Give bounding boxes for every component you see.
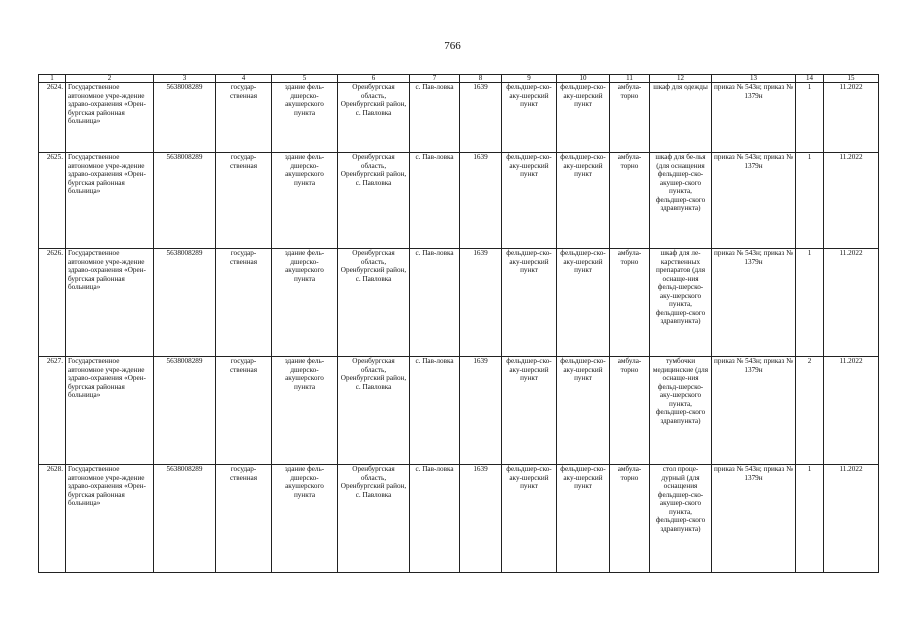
care-type-cell: амбула-торно: [610, 83, 650, 153]
quantity-cell: 2: [796, 357, 824, 465]
address-cell: Оренбургская область, Оренбургский район, с. Павловка: [338, 83, 410, 153]
date-cell: 11.2022: [824, 153, 879, 249]
organization-cell: Государственное автономное учре-ждение здраво-охранения «Орен-бургская районная больница»: [66, 153, 154, 249]
unit-cell: фельдшер-ско-аку-шерский пункт: [502, 249, 557, 357]
date-cell: 11.2022: [824, 83, 879, 153]
village-cell: с. Пав-ловка: [410, 249, 460, 357]
quantity-cell: 1: [796, 465, 824, 573]
code-cell: 1639: [460, 465, 502, 573]
unit-cell-2: фельдшер-ско-аку-шерский пункт: [557, 357, 610, 465]
care-type-cell: амбула-торно: [610, 357, 650, 465]
order-cell: приказ № 543н; приказ № 1379н: [712, 249, 796, 357]
organization-cell: Государственное автономное учре-ждение здраво-охранения «Орен-бургская районная больница»: [66, 83, 154, 153]
unit-cell: фельдшер-ско-аку-шерский пункт: [502, 153, 557, 249]
inn-cell: 5638008289: [154, 249, 216, 357]
building-cell: здание фель-дшерско-акушерского пункта: [272, 83, 338, 153]
column-number: 13: [712, 75, 796, 83]
column-number: 15: [824, 75, 879, 83]
unit-cell: фельдшер-ско-аку-шерский пункт: [502, 357, 557, 465]
column-number: 14: [796, 75, 824, 83]
quantity-cell: 1: [796, 249, 824, 357]
column-number: 5: [272, 75, 338, 83]
row-number: 2628.: [39, 465, 66, 573]
column-number: 1: [39, 75, 66, 83]
inn-cell: 5638008289: [154, 465, 216, 573]
code-cell: 1639: [460, 357, 502, 465]
page-number: 766: [444, 40, 461, 52]
care-type-cell: амбула-торно: [610, 153, 650, 249]
row-number: 2624.: [39, 83, 66, 153]
ownership-cell: государ-ственная: [216, 153, 272, 249]
unit-cell-2: фельдшер-ско-аку-шерский пункт: [557, 249, 610, 357]
building-cell: здание фель-дшерско-акушерского пункта: [272, 249, 338, 357]
address-cell: Оренбургская область, Оренбургский район, с. Павловка: [338, 357, 410, 465]
address-cell: Оренбургская область, Оренбургский район, с. Павловка: [338, 153, 410, 249]
equipment-cell: шкаф для бе-лья (для оснащения фельдшер-ско-акушер-ского пункта, фельдшер-ского здравпункта): [650, 153, 712, 249]
care-type-cell: амбула-торно: [610, 465, 650, 573]
address-cell: Оренбургская область, Оренбургский район, с. Павловка: [338, 465, 410, 573]
village-cell: с. Пав-ловка: [410, 357, 460, 465]
unit-cell-2: фельдшер-ско-аку-шерский пункт: [557, 465, 610, 573]
date-cell: 11.2022: [824, 249, 879, 357]
building-cell: здание фель-дшерско-акушерского пункта: [272, 153, 338, 249]
date-cell: 11.2022: [824, 357, 879, 465]
unit-cell-2: фельдшер-ско-аку-шерский пункт: [557, 83, 610, 153]
address-cell: Оренбургская область, Оренбургский район, с. Павловка: [338, 249, 410, 357]
organization-cell: Государственное автономное учре-ждение здраво-охранения «Орен-бургская районная больница»: [66, 357, 154, 465]
column-number: 12: [650, 75, 712, 83]
order-cell: приказ № 543н; приказ № 1379н: [712, 83, 796, 153]
village-cell: с. Пав-ловка: [410, 153, 460, 249]
order-cell: приказ № 543н; приказ № 1379н: [712, 153, 796, 249]
order-cell: приказ № 543н; приказ № 1379н: [712, 357, 796, 465]
equipment-cell: шкаф для одежды: [650, 83, 712, 153]
table-row: [39, 153, 879, 249]
ownership-cell: государ-ственная: [216, 83, 272, 153]
column-number-row: [39, 75, 879, 83]
care-type-cell: амбула-торно: [610, 249, 650, 357]
equipment-cell: шкаф для ле-карственных препаратов (для оснаще-ния фельд-шерско-аку-шерского пункта, фельдшер-ского здравпункта): [650, 249, 712, 357]
inn-cell: 5638008289: [154, 357, 216, 465]
code-cell: 1639: [460, 153, 502, 249]
quantity-cell: 1: [796, 153, 824, 249]
row-number: 2626.: [39, 249, 66, 357]
unit-cell: фельдшер-ско-аку-шерский пункт: [502, 465, 557, 573]
table-row: [39, 357, 879, 465]
column-number: 10: [557, 75, 610, 83]
inn-cell: 5638008289: [154, 153, 216, 249]
code-cell: 1639: [460, 83, 502, 153]
organization-cell: Государственное автономное учре-ждение здраво-охранения «Орен-бургская районная больница»: [66, 249, 154, 357]
equipment-cell: тумбочки медицинские (для оснаще-ния фельд-шерско-аку-шерского пункта, фельдшер-ского здравпункта): [650, 357, 712, 465]
unit-cell: фельдшер-ско-аку-шерский пункт: [502, 83, 557, 153]
quantity-cell: 1: [796, 83, 824, 153]
registry-table: [38, 74, 879, 573]
table-row: [39, 83, 879, 153]
row-number: 2627.: [39, 357, 66, 465]
code-cell: 1639: [460, 249, 502, 357]
inn-cell: 5638008289: [154, 83, 216, 153]
organization-cell: Государственное автономное учре-ждение здраво-охранения «Орен-бургская районная больница»: [66, 465, 154, 573]
building-cell: здание фель-дшерско-акушерского пункта: [272, 465, 338, 573]
ownership-cell: государ-ственная: [216, 357, 272, 465]
building-cell: здание фель-дшерско-акушерского пункта: [272, 357, 338, 465]
row-number: 2625.: [39, 153, 66, 249]
column-number: 3: [154, 75, 216, 83]
date-cell: 11.2022: [824, 465, 879, 573]
column-number: 2: [66, 75, 154, 83]
unit-cell-2: фельдшер-ско-аку-шерский пункт: [557, 153, 610, 249]
column-number: 9: [502, 75, 557, 83]
order-cell: приказ № 543н; приказ № 1379н: [712, 465, 796, 573]
column-number: 6: [338, 75, 410, 83]
equipment-cell: стол проце-дурный (для оснащения фельдшер-ско-акушер-ского пункта, фельдшер-ского здравпункта): [650, 465, 712, 573]
ownership-cell: государ-ственная: [216, 465, 272, 573]
column-number: 11: [610, 75, 650, 83]
column-number: 4: [216, 75, 272, 83]
column-number: 8: [460, 75, 502, 83]
ownership-cell: государ-ственная: [216, 249, 272, 357]
village-cell: с. Пав-ловка: [410, 83, 460, 153]
village-cell: с. Пав-ловка: [410, 465, 460, 573]
table-row: [39, 465, 879, 573]
table-row: [39, 249, 879, 357]
column-number: 7: [410, 75, 460, 83]
